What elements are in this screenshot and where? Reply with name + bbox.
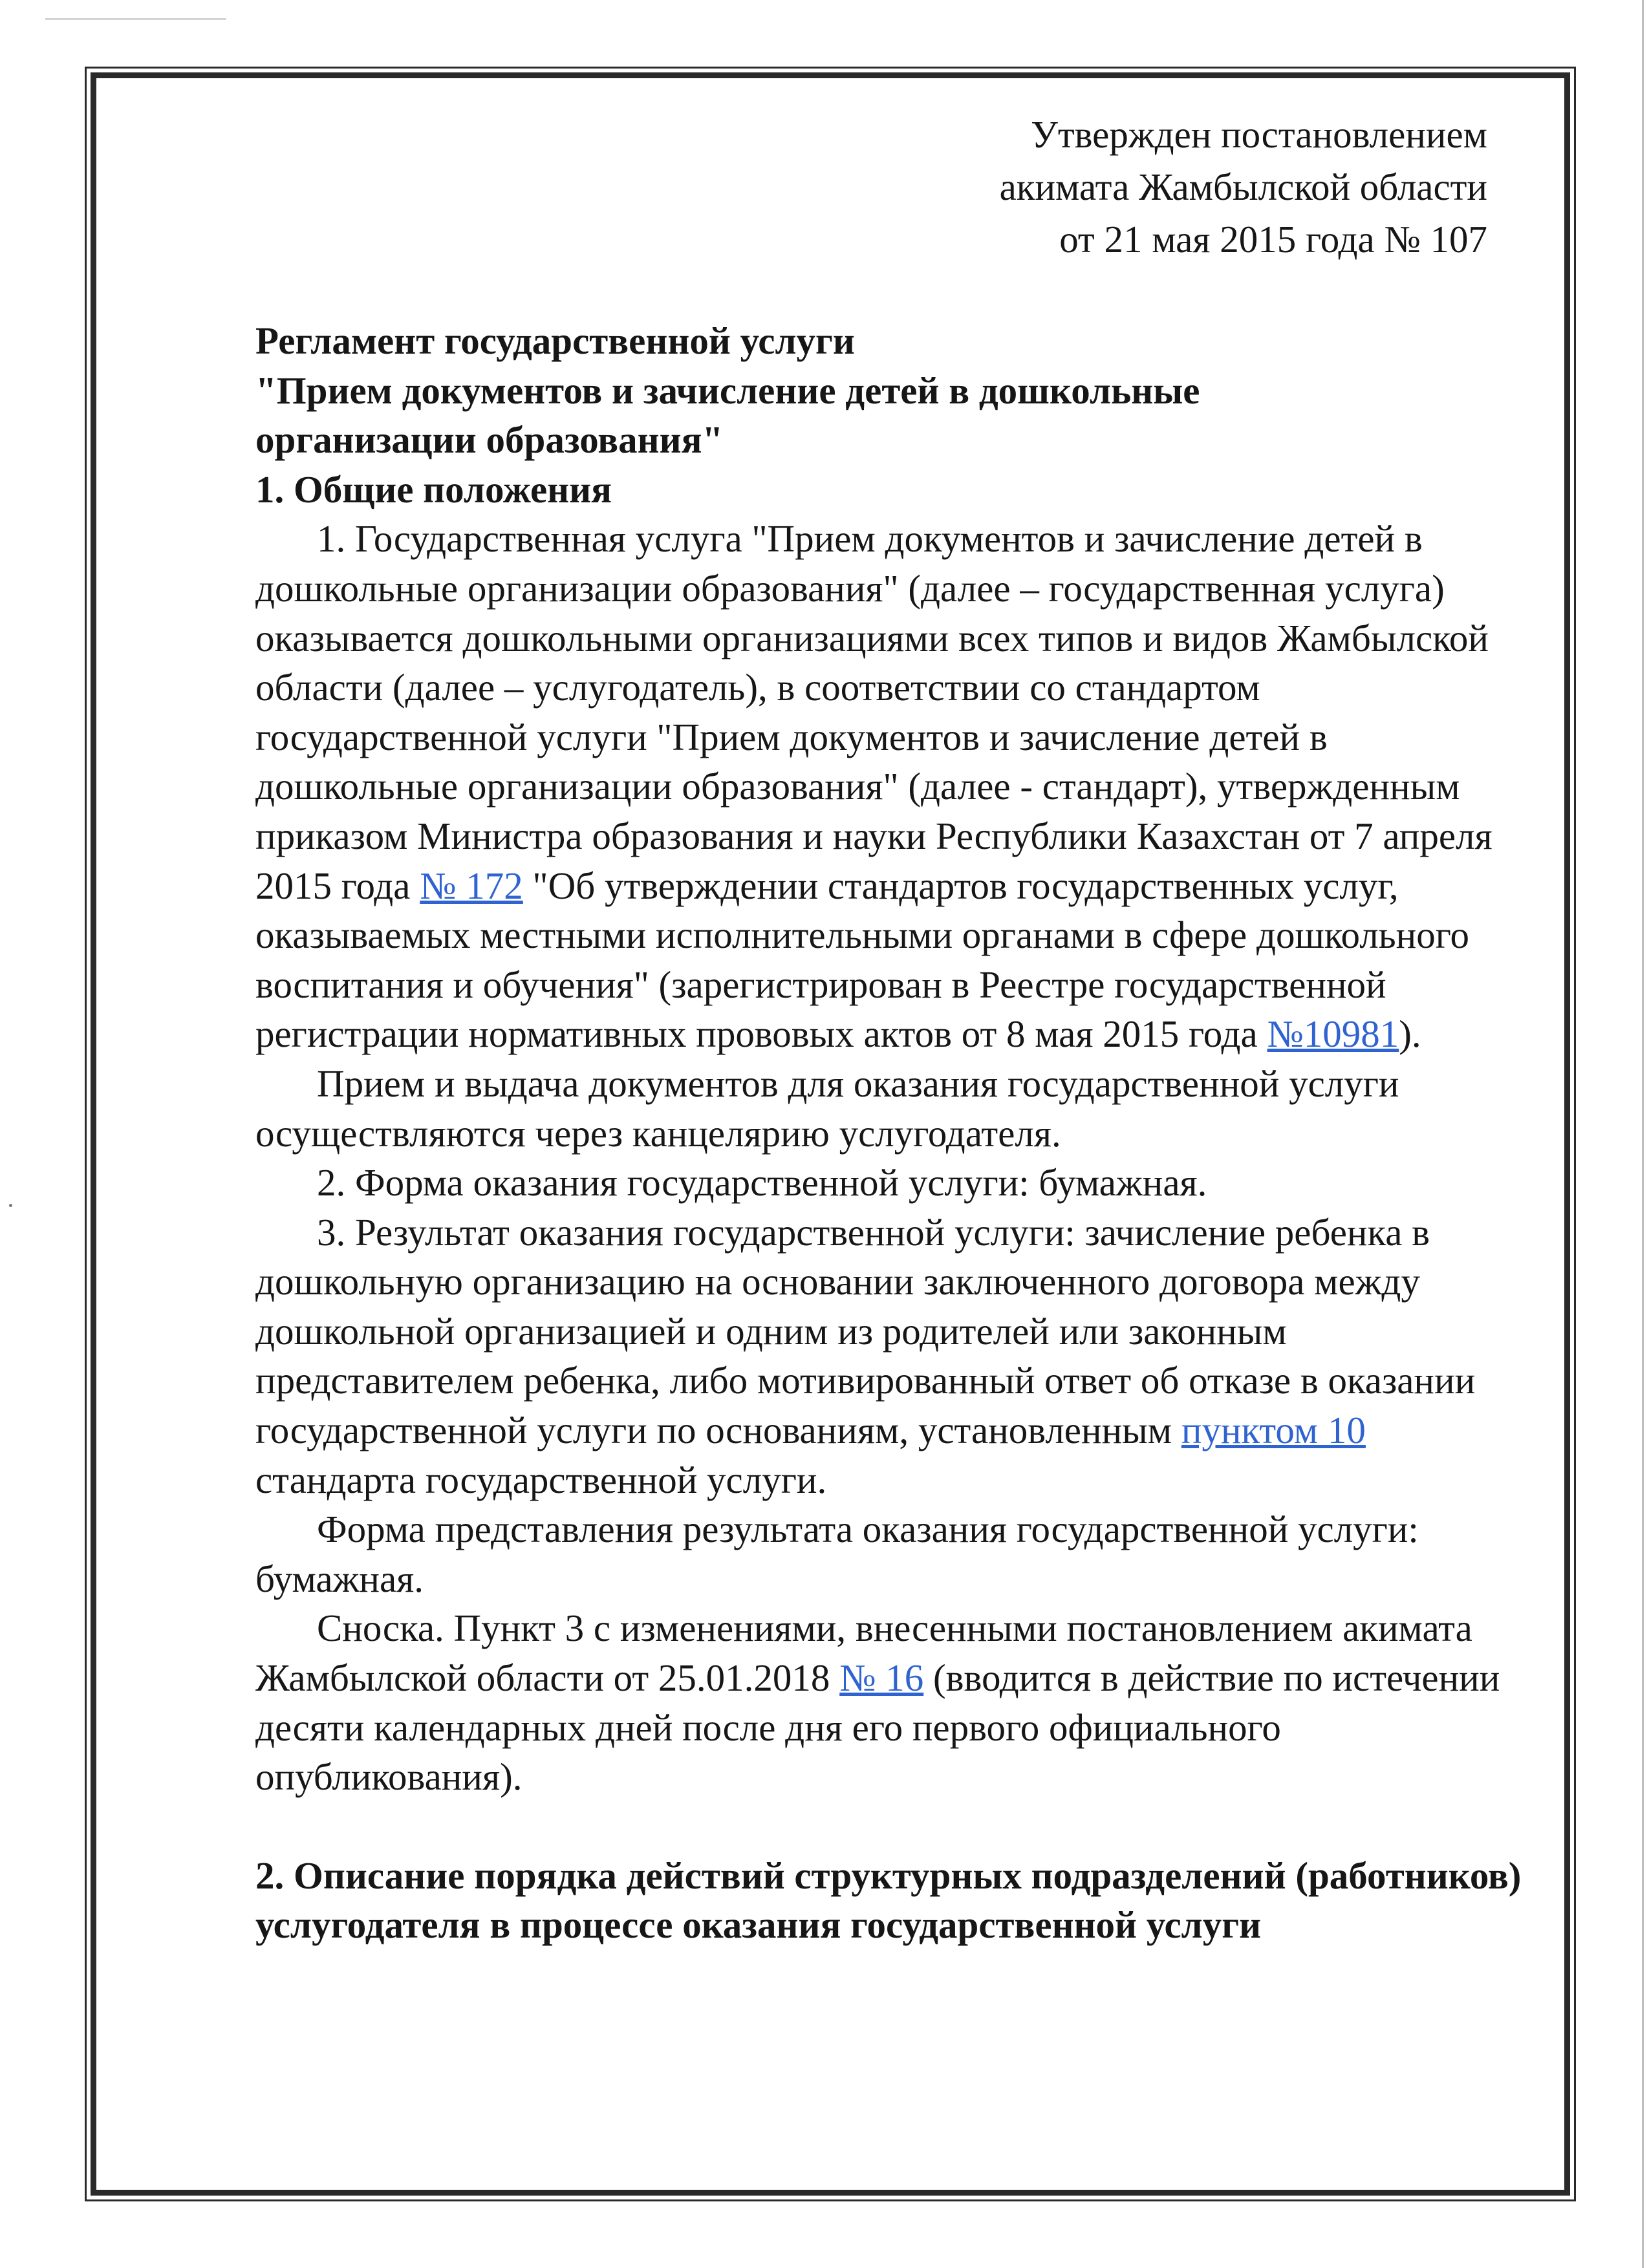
regulation-title-line-3: организации образования" bbox=[255, 418, 724, 462]
document-body bbox=[255, 316, 1523, 1950]
paragraph-4 bbox=[255, 1208, 1523, 1505]
approval-line-3: от 21 мая 2015 года № 107 bbox=[1059, 218, 1487, 261]
approval-stamp-text bbox=[828, 109, 1487, 266]
footnote-text-b: (вводится в действие по истечении десяти календарных дней после дня его первого официального опубликования). bbox=[255, 1656, 1500, 1799]
approval-line-1: Утвержден постановлением bbox=[1031, 113, 1487, 156]
footnote-paragraph bbox=[255, 1603, 1523, 1801]
registration-10981-link[interactable]: №10981 bbox=[1267, 1012, 1399, 1056]
paragraph-4-text-b: стандарта государственной услуги. bbox=[255, 1458, 827, 1501]
paragraph-2: Прием и выдача документов для оказания государственной услуги осуществляются через канцелярию услугодателя. bbox=[255, 1062, 1399, 1155]
section-1-heading: 1. Общие положения bbox=[255, 467, 612, 511]
paragraph-1-text-a: 1. Государственная услуга "Прием документов и зачисление детей в дошкольные организации образования" (далее – государственная услуга) оказывается дошкольными организациями всех типов и видов Жамбылской области (далее – услугодатель), в соответствии со стандартом государственной услуги "Прием документов и зачисление детей в дошкольные организации образования" (далее - стандарт), утвержденным приказом Министра образования и науки Республики Казахстан от 7 апреля 2015 года bbox=[255, 517, 1493, 907]
resolution-16-link[interactable]: № 16 bbox=[839, 1656, 924, 1700]
section-spacer bbox=[255, 1802, 1523, 1851]
paragraph-1-text-b: "Об утверждении стандартов государственных услуг, оказываемых местными исполнительными органами в сфере дошкольного воспитания и обучения" (зарегистрирован в Реестре государственной регистрации нормативных прововых актов от 8 мая 2015 года bbox=[255, 864, 1469, 1056]
paragraph-1-text-c: ). bbox=[1399, 1012, 1421, 1056]
paragraph-4-text-a: 3. Результат оказания государственной услуги: зачисление ребенка в дошкольную организацию на основании заключенного договора между дошкольной организацией и одним из родителей или законным представителем ребенка, либо мотивированный ответ об отказе в оказании государственной услуги по основаниям, установленным bbox=[255, 1210, 1476, 1452]
paragraph-1 bbox=[255, 514, 1523, 1059]
approval-line-2: акимата Жамбылской области bbox=[999, 166, 1487, 208]
paragraph-3: 2. Форма оказания государственной услуги: бумажная. bbox=[317, 1161, 1207, 1204]
scan-artifact bbox=[45, 18, 226, 20]
paragraph-5: Форма представления результата оказания государственной услуги: бумажная. bbox=[255, 1508, 1419, 1600]
footnote-text-a: Сноска. Пункт 3 с изменениями, внесенными постановлением акимата Жамбылской области от 25.01.2018 bbox=[255, 1607, 1472, 1700]
scan-edge bbox=[1642, 0, 1644, 2268]
regulation-title-line-1: Регламент государственной услуги bbox=[255, 319, 855, 362]
order-172-link[interactable]: № 172 bbox=[420, 864, 523, 907]
scan-artifact-dot bbox=[9, 1204, 12, 1207]
clause-10-link[interactable]: пунктом 10 bbox=[1181, 1409, 1366, 1452]
regulation-title-line-2: "Прием документов и зачисление детей в дошкольные bbox=[255, 369, 1200, 412]
section-2-heading: 2. Описание порядка действий структурных подразделений (работников) услугодателя в процессе оказания государственной услуги bbox=[255, 1854, 1522, 1947]
